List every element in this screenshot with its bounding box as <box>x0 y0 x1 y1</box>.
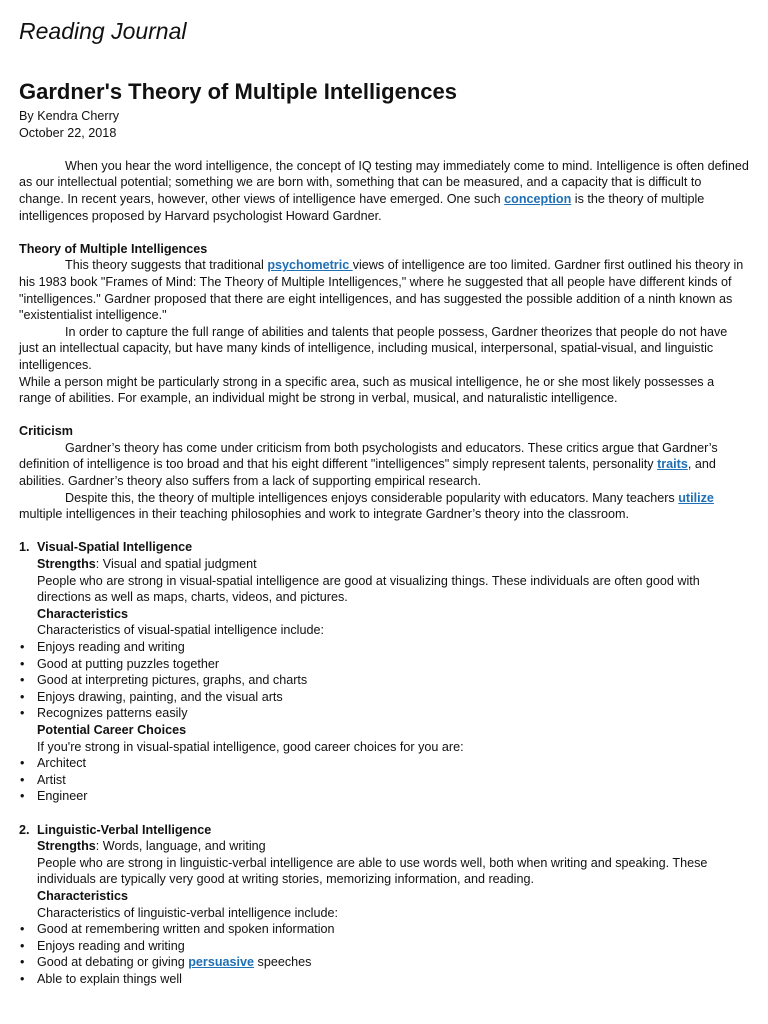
journal-title: Reading Journal <box>19 18 187 44</box>
criticism-text: Gardner’s theory has come under criticism from both psychologists and educators. These critics argue that Gardner’s definition of intelligence is too broad and that his eight different "intelligences" simply represent talents, personality <box>19 440 718 472</box>
article-body <box>19 78 749 986</box>
list-item: • Recognizes patterns easily <box>19 705 749 722</box>
list-item: • Good at interpreting pictures, graphs, and charts <box>19 672 749 689</box>
strengths-label: Strengths <box>37 557 96 572</box>
list-item-text-end: speeches <box>254 955 312 970</box>
characteristics-list <box>19 921 749 987</box>
list-item: • Engineer <box>19 788 749 805</box>
traits-link[interactable]: traits <box>657 457 688 472</box>
characteristics-heading: Characteristics <box>37 606 129 621</box>
characteristics-list <box>19 639 749 722</box>
criticism-text-end: , and abilities. Gardner’s theory also suffers from a lack of supporting empirical research. <box>19 457 716 489</box>
theory-paragraph-1 <box>19 257 749 323</box>
conception-link[interactable]: conception <box>504 191 572 206</box>
spacer <box>19 141 749 158</box>
criticism-heading: Criticism <box>19 424 73 439</box>
strengths-line <box>37 556 749 573</box>
theory-text-end: views of intelligence are too limited. Gardner first outlined his theory in his 1983 book "Frames of Mind: The Theory of Multiple Intelligences," where he suggested that all people have different kinds of "intelligences." Gardner proposed that there are eight intelligences, and has suggested the possible addition of a ninth known as "existentialist intelligence." <box>19 258 744 323</box>
intro-text: When you hear the word intelligence, the concept of IQ testing may immediately come to mind. Intelligence is often defined as our intellectual potential; something we are born with, something that can be measured, and a capacity that is difficult to change. In recent years, however, other views of intelligence have emerged. One such <box>19 158 749 206</box>
spacer <box>19 805 749 822</box>
criticism-paragraph-2 <box>19 490 749 523</box>
criticism-text-2-end: multiple intelligences in their teaching philosophies and work to integrate Gardner’s theory into the classroom. <box>19 507 629 522</box>
list-item-text: Good at debating or giving <box>37 955 189 970</box>
criticism-text-2: Despite this, the theory of multiple intelligences enjoys considerable popularity with educators. Many teachers <box>65 490 679 505</box>
theory-paragraph-2: In order to capture the full range of abilities and talents that people possess, Gardner theorizes that people do not have just an intellectual capacity, but have many kinds of intelligence, including musical, interpersonal, spatial-visual, and linguistic intelligences. <box>19 324 728 372</box>
spacer <box>19 224 749 241</box>
list-item: • Enjoys reading and writing <box>19 938 749 955</box>
strengths-text: : Words, language, and writing <box>95 839 266 854</box>
careers-heading: Potential Career Choices <box>37 722 187 737</box>
strengths-text: : Visual and spatial judgment <box>95 557 257 572</box>
article-date: October 22, 2018 <box>19 125 117 140</box>
intro-paragraph <box>19 158 749 224</box>
intelligence-title: Linguistic-Verbal Intelligence <box>37 822 212 837</box>
intro-text-end: is the theory of multiple intelligences proposed by Harvard psychologist Howard Gardner. <box>19 191 705 223</box>
list-item: • Enjoys reading and writing <box>19 639 749 656</box>
characteristics-intro: Characteristics of visual-spatial intelligence include: <box>37 623 324 638</box>
list-item: • Good at remembering written and spoken information <box>19 921 749 938</box>
intelligence-item-linguistic-verbal <box>19 822 749 922</box>
list-item: • Artist <box>19 772 749 789</box>
list-item: • Architect <box>19 755 749 772</box>
list-item: • Enjoys drawing, painting, and the visual arts <box>19 689 749 706</box>
characteristics-intro: Characteristics of linguistic-verbal intelligence include: <box>37 905 338 920</box>
criticism-paragraph-1 <box>19 440 749 490</box>
psychometric-link[interactable]: psychometric <box>267 258 353 273</box>
item-number: 1. <box>19 540 30 555</box>
careers-block <box>19 722 749 755</box>
theory-paragraph-3: While a person might be particularly strong in a specific area, such as musical intelligence, he or she most likely possesses a range of abilities. For example, an individual might be strong in verbal, musical, and naturalistic intelligence. <box>19 374 715 406</box>
list-item: • Good at putting puzzles together <box>19 656 749 673</box>
intelligence-title: Visual-Spatial Intelligence <box>37 540 193 555</box>
intelligence-description: People who are strong in visual-spatial intelligence are good at visualizing things. These individuals are often good with directions as well as maps, charts, videos, and pictures. <box>37 573 700 605</box>
persuasive-link[interactable]: persuasive <box>188 955 255 970</box>
intelligence-description: People who are strong in linguistic-verbal intelligence are able to use words well, both when writing and speaking. These individuals are typically very good at writing stories, memorizing information, and reading. <box>37 855 708 887</box>
list-item: • Able to explain things well <box>19 971 749 988</box>
theory-heading: Theory of Multiple Intelligences <box>19 241 208 256</box>
item-number: 2. <box>19 822 30 837</box>
strengths-label: Strengths <box>37 839 96 854</box>
intelligence-item-visual-spatial <box>19 539 749 639</box>
careers-list <box>19 755 749 805</box>
theory-text: This theory suggests that traditional <box>65 258 268 273</box>
list-item <box>19 954 749 971</box>
utilize-link[interactable]: utilize <box>678 490 714 505</box>
spacer <box>19 523 749 540</box>
characteristics-heading: Characteristics <box>37 888 129 903</box>
article-title: Gardner's Theory of Multiple Intelligences <box>19 79 457 104</box>
article-byline: By Kendra Cherry <box>19 109 120 123</box>
spacer <box>19 407 749 424</box>
careers-intro: If you're strong in visual-spatial intelligence, good career choices for you are: <box>37 739 464 754</box>
strengths-line <box>37 838 749 855</box>
